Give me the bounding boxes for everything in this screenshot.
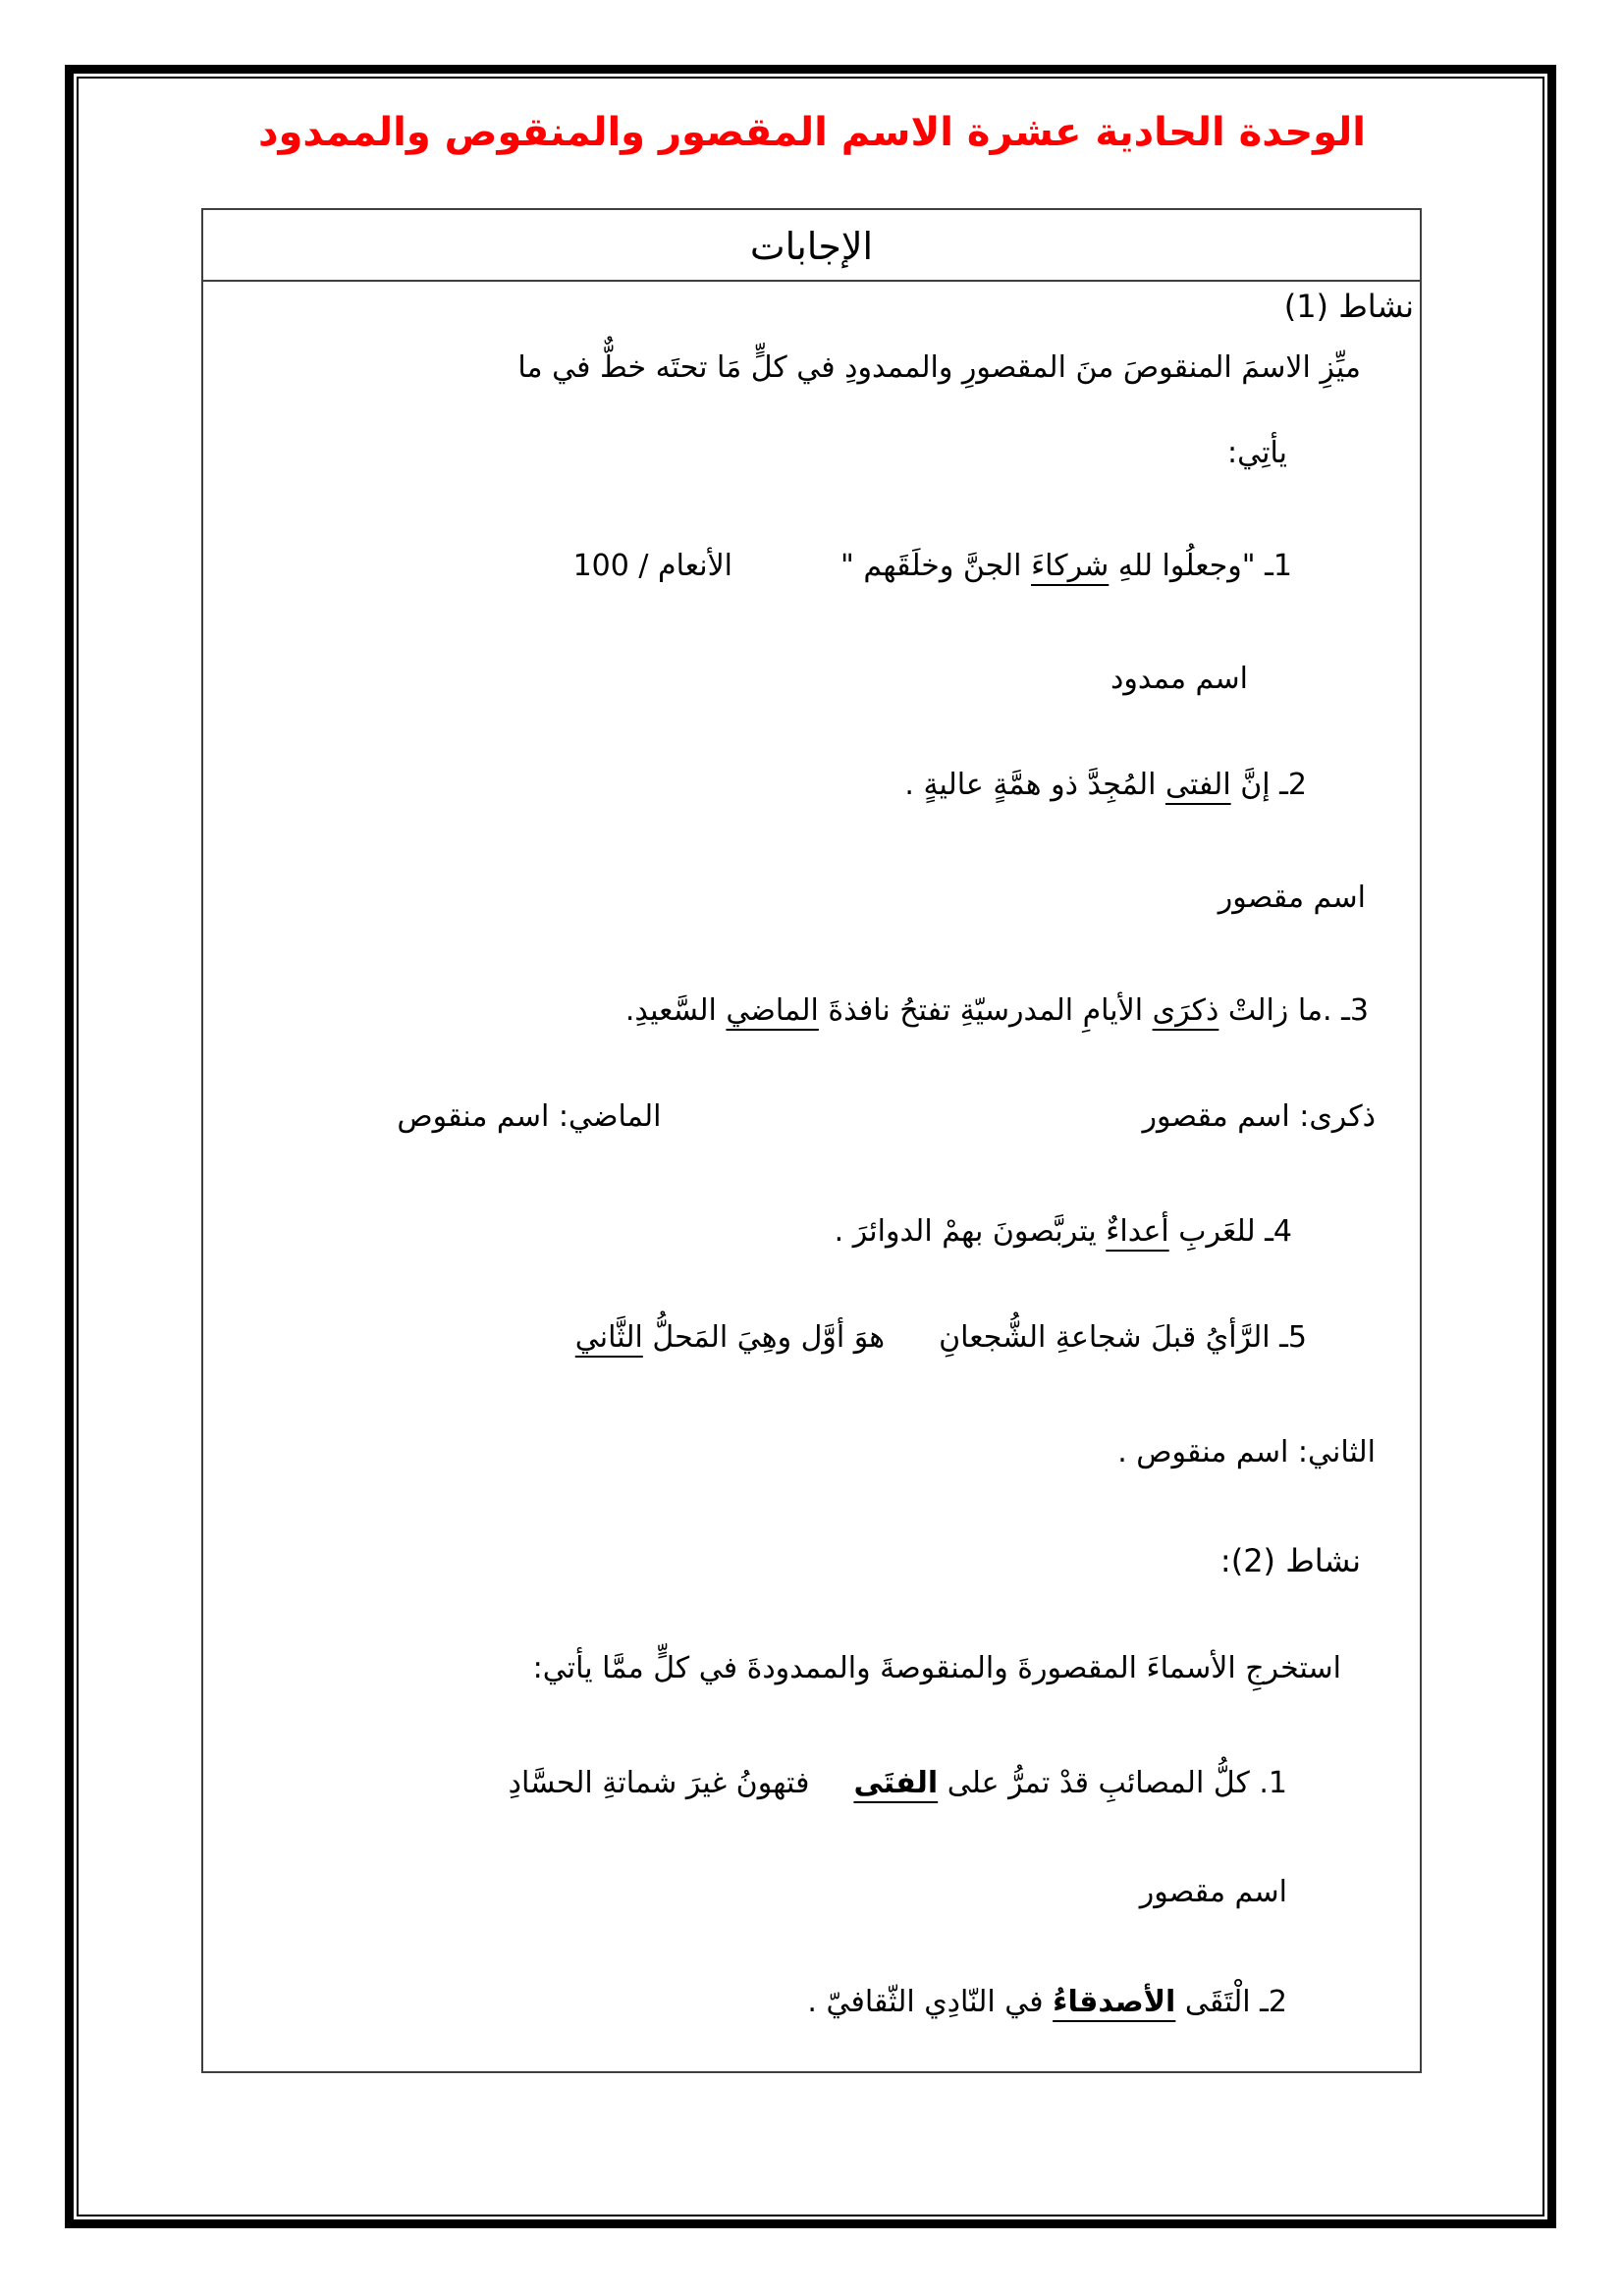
text-segment: الجنَّ وخلَقَهم "	[840, 549, 1032, 583]
text-segment: السَّعيدِ.	[624, 993, 727, 1028]
inline-spacer	[809, 1791, 853, 1792]
text-segment: نشاط (2):	[1219, 1542, 1361, 1579]
text-segment: 1. كلُّ المصائبِ قدْ تمرُّ على	[938, 1766, 1287, 1800]
text-segment: 1ـ "وجعلُوا للهِ	[1109, 549, 1292, 583]
q5-answer	[203, 1428, 1420, 1477]
inline-spacer	[661, 1125, 1142, 1126]
underlined-word: الفتَى	[853, 1766, 939, 1800]
underlined-word: أعداءٌ	[1106, 1214, 1169, 1249]
text-segment: في النّادِي الثّقافيّ .	[807, 1985, 1054, 2019]
underlined-word: شركاءَ	[1031, 549, 1110, 583]
inline-spacer	[885, 1346, 939, 1347]
text-segment: اسم مقصور	[1139, 1875, 1287, 1909]
inline-spacer	[732, 574, 840, 575]
underlined-word: الأصدقاءُ	[1053, 1985, 1176, 2019]
text-segment: ميِّزِ الاسمَ المنقوصَ منَ المقصورِ والممدودِ في كلٍّ مَا تحتَه خطٌّ في ما	[517, 350, 1361, 385]
text-segment: الأنعام / 100	[572, 549, 733, 583]
page-title: الوحدة الحادية عشرة الاسم المقصور والمنقوص والممدود	[257, 110, 1366, 155]
underlined-word: الثَّاني	[574, 1320, 643, 1355]
q1-sentence	[203, 542, 1420, 591]
text-segment: 3ـ .ما زالتْ	[1218, 993, 1369, 1028]
text-segment: المُجِدَّ ذو همَّةٍ عاليةٍ .	[904, 768, 1165, 802]
q2-answer	[203, 874, 1420, 923]
text-segment: 5ـ الرَّأيُ قبلَ شجاعةِ الشُّجعانِ	[939, 1320, 1307, 1355]
text-segment: اسم ممدود	[1110, 662, 1248, 696]
q3-sentence	[203, 987, 1420, 1036]
activity1-instruction	[203, 344, 1420, 393]
text-segment: يأتِي:	[1227, 436, 1287, 470]
q4-sentence	[203, 1207, 1420, 1256]
activity1-label	[203, 282, 1420, 331]
q2-sentence	[203, 761, 1420, 810]
text-segment: ذكرى: اسم مقصور	[1142, 1099, 1376, 1134]
text-segment: الماضي: اسم منقوص	[397, 1099, 662, 1134]
q3-answer	[203, 1093, 1420, 1142]
answers-body	[203, 282, 1420, 2071]
answers-table	[201, 208, 1422, 2073]
text-segment: اسم مقصور	[1218, 881, 1366, 915]
q1-answer	[203, 655, 1420, 704]
text-segment: فتهونُ غيرَ شماتةِ الحسَّادِ	[508, 1766, 810, 1800]
activity2-instruction	[203, 1644, 1420, 1693]
text-segment: 2ـ الْتَقَى	[1175, 1985, 1287, 2019]
q5-sentence	[203, 1313, 1420, 1362]
q7-sentence	[203, 1978, 1420, 2027]
text-segment: 4ـ للعَربِ	[1168, 1214, 1292, 1249]
text-segment: يتربَّصونَ بهمْ الدوائرَ .	[834, 1214, 1107, 1249]
text-segment: استخرجِ الأسماءَ المقصورةَ والمنقوصةَ والممدودةَ في كلٍّ ممَّا يأتي:	[532, 1651, 1341, 1685]
activity1-instruction-cont	[203, 429, 1420, 478]
text-segment: 2ـ إنَّ	[1230, 768, 1307, 802]
underlined-word: الماضي	[726, 993, 819, 1028]
q6-answer	[203, 1868, 1420, 1917]
text-segment: هوَ أوَّل وهِيَ المَحلُّ	[642, 1320, 886, 1355]
underlined-word: الفتى	[1164, 768, 1231, 802]
underlined-word: ذكرَى	[1152, 993, 1219, 1028]
text-segment: نشاط (1)	[1283, 288, 1414, 325]
text-segment: الثاني: اسم منقوص .	[1117, 1435, 1376, 1469]
activity2-label	[203, 1536, 1420, 1585]
q6-sentence	[203, 1759, 1420, 1808]
text-segment: الأيامِ المدرسيّةِ تفتحُ نافذةَ	[818, 993, 1153, 1028]
answers-table-header: الإجابات	[203, 210, 1420, 282]
